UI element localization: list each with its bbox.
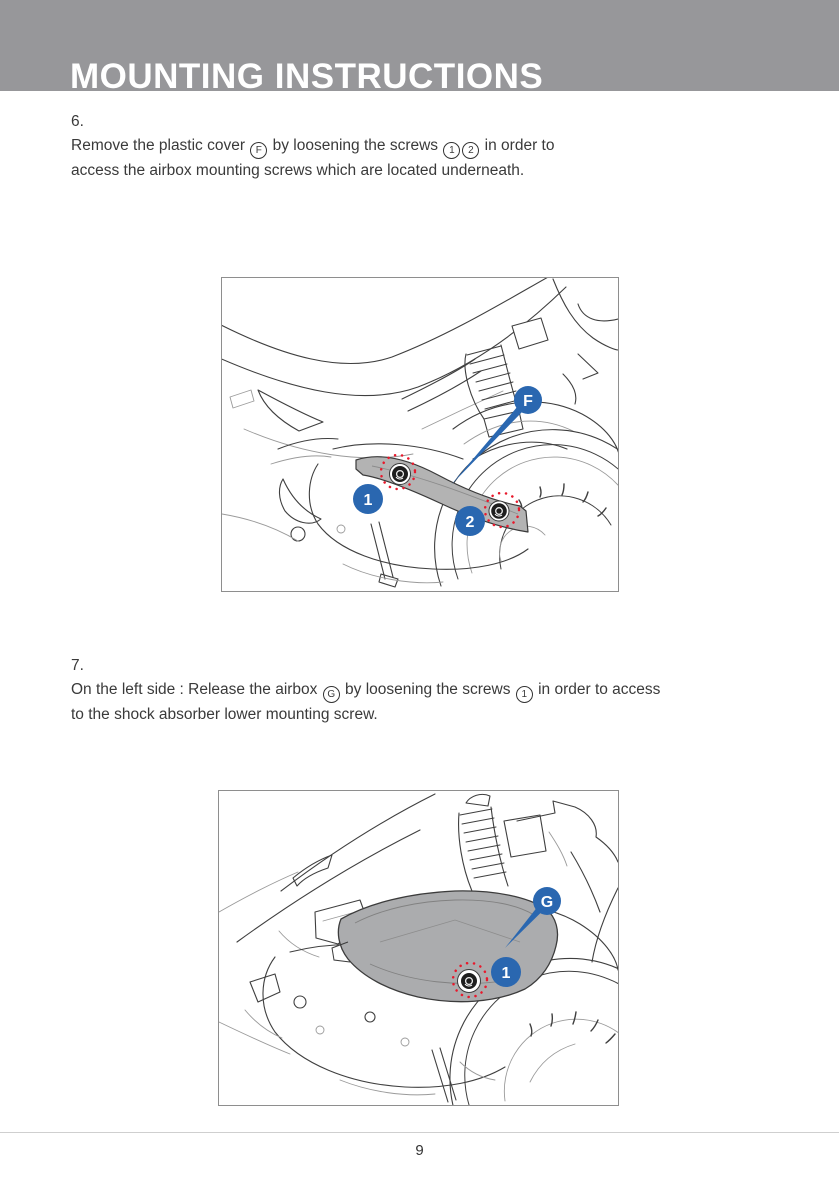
step-6 [71,110,631,183]
airbox-cover-G [332,891,558,1002]
step-6-number: 6. [71,113,84,130]
svg-text:1: 1 [363,492,373,509]
svg-text:G: G [540,894,554,911]
step-7 [71,654,771,727]
scooter-line-art-cover-F [222,278,618,591]
scooter-line-art-airbox-G [219,791,618,1105]
svg-text:F: F [523,393,533,410]
svg-text:2: 2 [465,514,475,531]
screw-1 [458,970,481,993]
step-6-text [71,134,631,183]
footer-divider [0,1132,839,1133]
page-title: MOUNTING INSTRUCTIONS [70,57,544,91]
step-7-number: 7. [71,657,84,674]
text-segment: in order to [480,137,555,154]
text-segment: by loosening the screws [340,681,515,698]
svg-text:1: 1 [501,965,511,982]
text-segment: by loosening the screws [268,137,443,154]
circled-number-1: 1 [443,142,460,159]
text-segment: Remove the plastic cover [71,137,250,154]
line-art [222,278,618,587]
badge-1 [491,957,521,987]
text-segment: in order to access [533,681,661,698]
circled-number-2: 2 [462,142,479,159]
text-segment: On the left side : Release the airbox [71,681,322,698]
step-6-illustration [221,277,619,592]
page-header [0,0,839,91]
badge-F [514,386,542,414]
screw-1 [390,464,411,485]
text-segment: to the shock absorber lower mounting screw. [71,706,378,723]
badge-G [533,887,561,915]
circled-letter-F: F [250,142,267,159]
badge-1 [353,484,383,514]
circled-number-1: 1 [516,686,533,703]
text-segment: access the airbox mounting screws which are located underneath. [71,162,525,179]
screw-2 [489,501,509,521]
circled-letter-G: G [323,686,340,703]
page-number: 9 [415,1142,424,1159]
step-7-text [71,678,771,727]
badge-2 [455,506,485,536]
step-7-illustration [218,790,619,1106]
